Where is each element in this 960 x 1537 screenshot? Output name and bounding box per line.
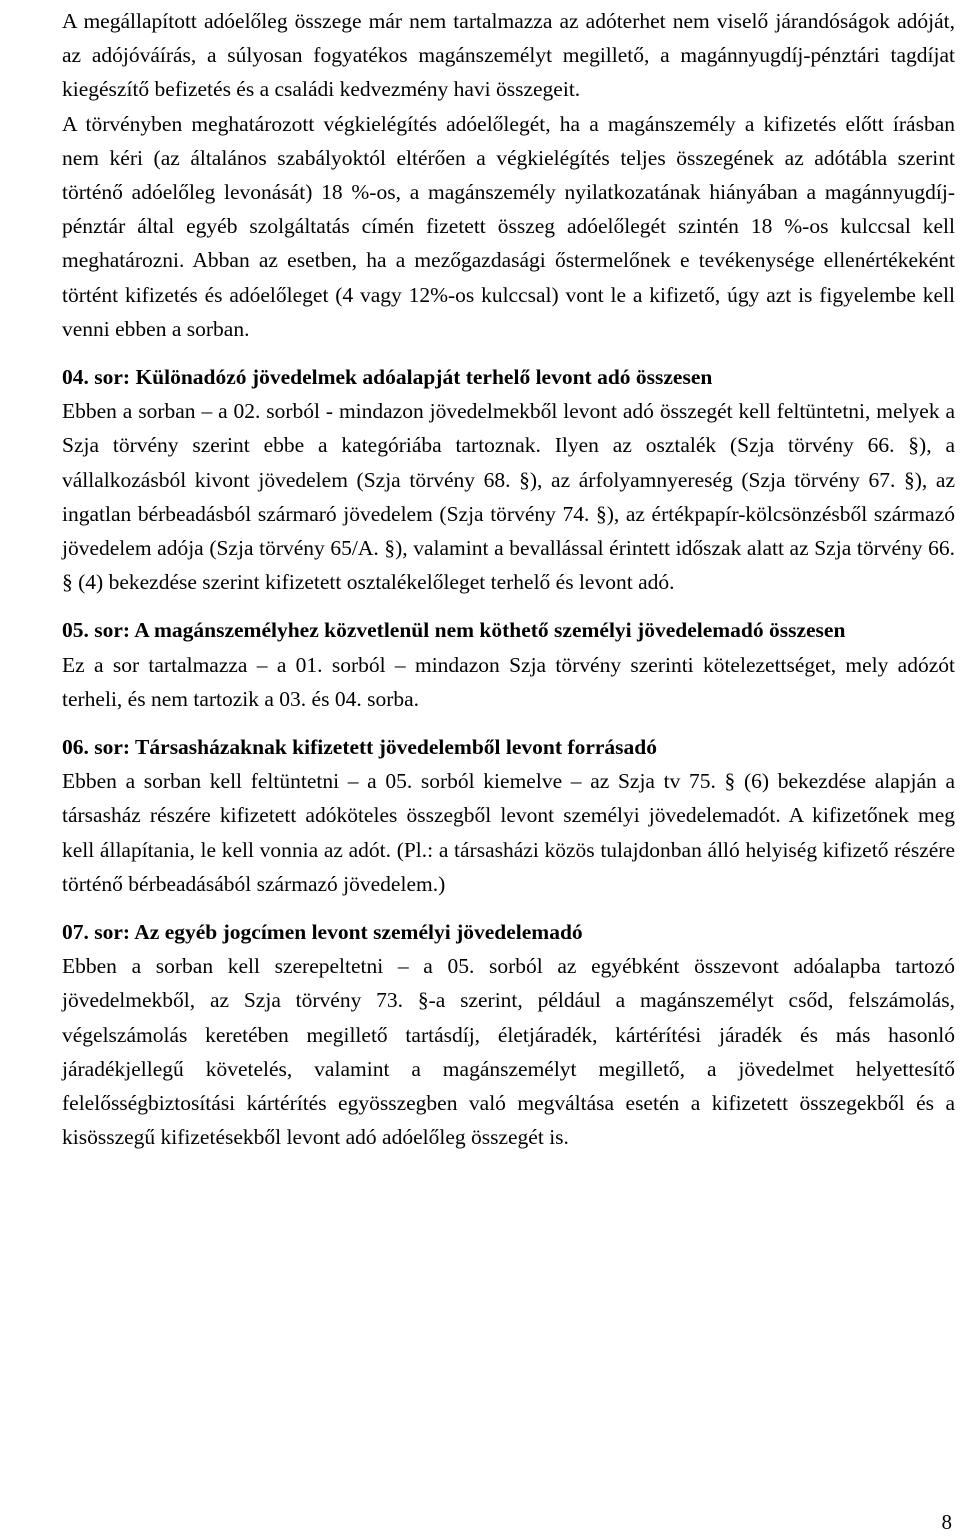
section-heading-05: 05. sor: A magánszemélyhez közvetlenül nem köthető személyi jövedelemadó összesen <box>62 618 846 643</box>
section-body-06: Ebben a sorban kell feltüntetni – a 05. sorból kiemelve – az Szja tv 75. § (6) bekezdése alapján a társasház részére kifizetett adóköteles összegből levont személyi jövedelemadót. A kifizetőnek meg kell állapítania, le kell vonnia az adót. (Pl.: a társasházi közös tulajdonban álló helyiség kifizető részére történő bérbeadásából származó jövedelem.) <box>62 769 955 896</box>
spacer <box>62 346 955 360</box>
section-body-05: Ez a sor tartalmazza – a 01. sorból – mindazon Szja törvény szerinti kötelezettséget, mely adózót terheli, és nem tartozik a 03. és 04. sorba. <box>62 652 955 711</box>
section-heading-07: 07. sor: Az egyéb jogcímen levont személyi jövedelemadó <box>62 920 583 945</box>
document-body <box>62 4 955 1155</box>
page-number: 8 <box>941 1510 952 1534</box>
paragraph-2: A törvényben meghatározott végkielégítés adóelőlegét, ha a magánszemély a kifizetés előtt írásban nem kéri (az általános szabályoktól eltérően a végkielégítés teljes összegének az adótábla szerint történő adóelőleg levonását) 18 %-os, a magánszemély nyilatkozatának hiányában a magánnyugdíj-pénztár által egyéb szolgáltatás címén fizetett összeg adóelőlegét szintén 18 %-os kulccsal kell meghatározni. Abban az esetben, ha a mezőgazdasági őstermelőnek e tevékenysége ellenértékeként történt kifizetés és adóelőleget (4 vagy 12%-os kulccsal) vont le a kifizető, úgy azt is figyelembe kell venni ebben a sorban. <box>62 111 955 341</box>
paragraph-1: A megállapított adóelőleg összege már nem tartalmazza az adóterhet nem viselő járandóságok adóját, az adójóváírás, a súlyosan fogyatékos magánszemélyt megillető, a magánnyugdíj-pénztári tagdíjat kiegészítő befizetés és a családi kedvezmény havi összegeit. <box>62 9 955 102</box>
section-heading-06: 06. sor: Társasházaknak kifizetett jövedelemből levont forrásadó <box>62 735 657 760</box>
spacer <box>62 901 955 915</box>
section-heading-04: 04. sor: Különadózó jövedelmek adóalapját terhelő levont adó összesen <box>62 365 713 390</box>
spacer <box>62 599 955 613</box>
section-body-07: Ebben a sorban kell szerepeltetni – a 05. sorból az egyébként összevont adóalapba tartozó jövedelmekből, az Szja törvény 73. §-a szerint, például a magánszemélyt csőd, felszámolás, végelszámolás keretében megillető tartásdíj, életjáradék, kártérítési járadék és más hasonló járadékjellegű követelés, valamint a magánszemélyt megillető, a jövedelmet helyettesítő felelősségbiztosítási kártérítés egyösszegben való megváltása esetén a kifizetett összegekből és a kisösszegű kifizetésekből levont adó adóelőleg összegét is. <box>62 954 955 1150</box>
section-body-04: Ebben a sorban – a 02. sorból - mindazon jövedelmekből levont adó összegét kell feltüntetni, melyek a Szja törvény szerint ebbe a kategóriába tartoznak. Ilyen az osztalék (Szja törvény 66. §), a vállalkozásból kivont jövedelem (Szja törvény 68. §), az árfolyamnyereség (Szja törvény 67. §), az ingatlan bérbeadásból szármaró jövedelem (Szja törvény 74. §), az értékpapír-kölcsönzésből származó jövedelem adója (Szja törvény 65/A. §), valamint a bevallással érintett időszak alatt az Szja törvény 66. § (4) bekezdése szerint kifizetett osztalékelőleget terhelő és levont adó. <box>62 399 955 595</box>
spacer <box>62 716 955 730</box>
